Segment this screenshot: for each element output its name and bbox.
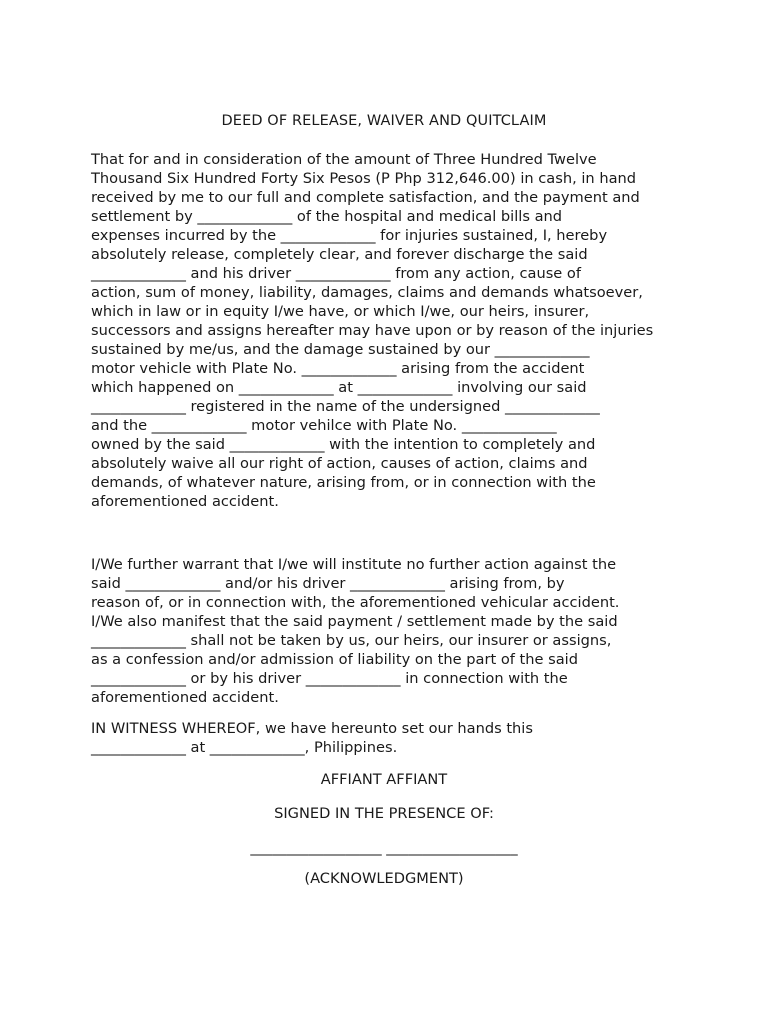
text-line: owned by the said _____________ with the intention to completely and: [91, 436, 596, 453]
document-title: DEED OF RELEASE, WAIVER AND QUITCLAIM: [221, 113, 547, 129]
text-line: _____________ shall not be taken by us, our heirs, our insurer or assigns,: [91, 632, 612, 649]
text-line: which happened on _____________ at _____________ involving our said: [91, 379, 587, 396]
signed-presence-heading: SIGNED IN THE PRESENCE OF:: [274, 805, 494, 822]
text-line: I/We further warrant that I/we will institute no further action against the: [91, 556, 617, 573]
text-line: I/We also manifest that the said payment / settlement made by the said: [91, 613, 618, 630]
text-line: _____________ and his driver _____________ from any action, cause of: [91, 265, 581, 282]
text-line: expenses incurred by the _____________ for injuries sustained, I, hereby: [91, 227, 608, 244]
text-line: said _____________ and/or his driver _____________ arising from, by: [91, 575, 565, 592]
acknowledgment-heading: (ACKNOWLEDGMENT): [304, 870, 464, 887]
text-line: aforementioned accident.: [91, 689, 279, 706]
text-line: motor vehicle with Plate No. _____________ arising from the accident: [91, 360, 585, 377]
text-line: which in law or in equity I/we have, or which I/we, our heirs, insurer,: [91, 303, 590, 320]
text-line: _____________ or by his driver _____________ in connection with the: [91, 670, 568, 687]
text-line: settlement by _____________ of the hospital and medical bills and: [91, 208, 563, 225]
text-line: sustained by me/us, and the damage sustained by our _____________: [91, 341, 590, 358]
text-line: That for and in consideration of the amount of Three Hundred Twelve: [91, 151, 597, 168]
text-line: successors and assigns hereafter may have upon or by reason of the injuries: [91, 322, 654, 339]
text-line: received by me to our full and complete satisfaction, and the payment and: [91, 189, 640, 206]
text-line: absolutely waive all our right of action, causes of action, claims and: [91, 455, 588, 472]
text-line: and the _____________ motor vehilce with Plate No. _____________: [91, 417, 557, 434]
signature-lines: __________________ __________________: [250, 839, 518, 856]
text-line: _____________ registered in the name of the undersigned _____________: [91, 398, 600, 415]
text-line: absolutely release, completely clear, and forever discharge the said: [91, 246, 588, 263]
text-line: demands, of whatever nature, arising from, or in connection with the: [91, 474, 596, 491]
affiant-line: AFFIANT AFFIANT: [320, 771, 448, 788]
text-line: action, sum of money, liability, damages, claims and demands whatsoever,: [91, 284, 643, 301]
text-line: reason of, or in connection with, the aforementioned vehicular accident.: [91, 594, 620, 611]
text-line: Thousand Six Hundred Forty Six Pesos (P Php 312,646.00) in cash, in hand: [91, 170, 637, 187]
text-line: as a confession and/or admission of liability on the part of the said: [91, 651, 578, 668]
text-line: IN WITNESS WHEREOF, we have hereunto set our hands this: [91, 720, 533, 737]
text-line: aforementioned accident.: [91, 493, 279, 510]
text-line: _____________ at _____________, Philippines.: [91, 739, 398, 756]
